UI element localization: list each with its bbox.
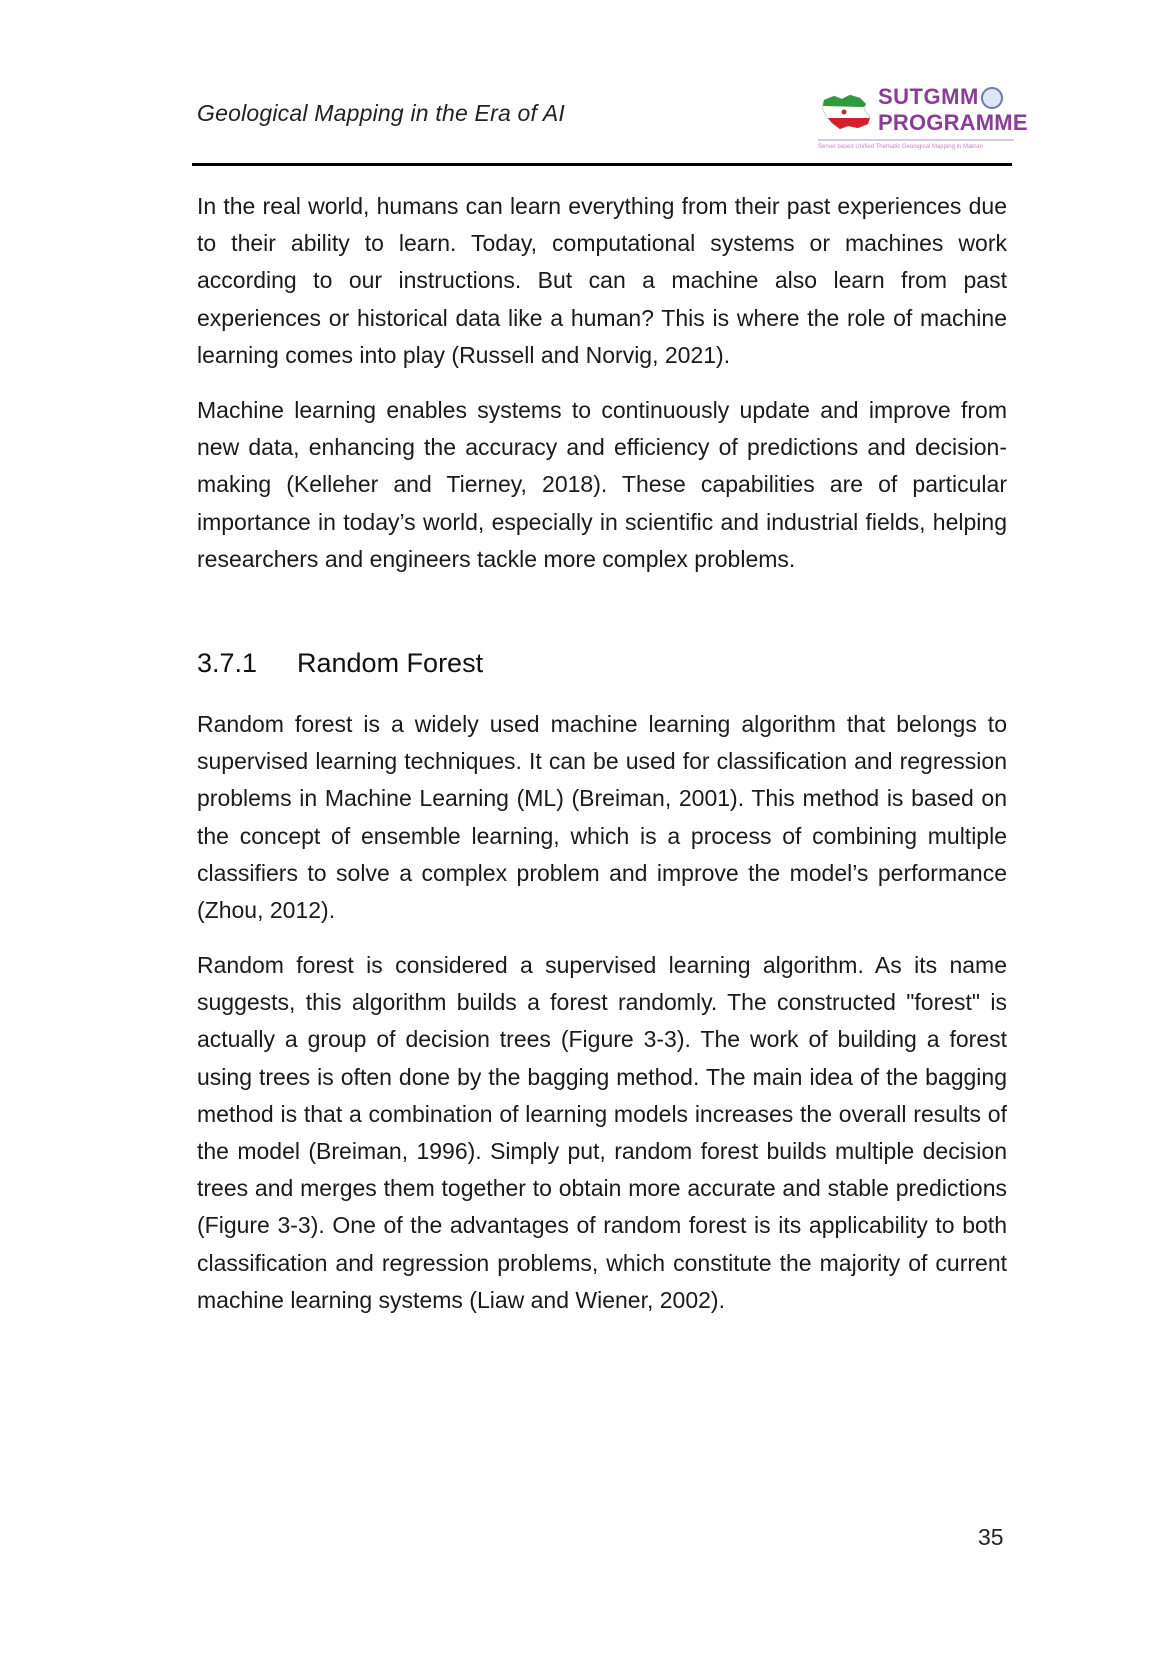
circular-emblem-icon (981, 87, 1003, 109)
iran-flag-map-icon (820, 92, 875, 132)
section-heading (197, 648, 483, 679)
running-header-title: Geological Mapping in the Era of AI (197, 100, 565, 126)
section-number: 3.7.1 (197, 648, 258, 678)
logo-line2: PROGRAMME (878, 110, 1028, 135)
section-title: Random Forest (297, 648, 484, 678)
paragraph: In the real world, humans can learn everything from their past experiences due to their ability to learn. Today, computational systems or machines work according to our instructions. But can a machine also learn from past experiences or historical data like a human? This is where the role of machine learning comes into play (Russell and Norvig, 2021). (197, 193, 1007, 368)
logo-line1: SUTGMM (878, 84, 979, 109)
paragraph: Random forest is considered a supervised learning algorithm. As its name suggests, this algorithm builds a forest randomly. The constructed "forest" is actually a group of decision trees (Figure 3-3). The work of building a forest using trees is often done by the bagging method. The main idea of the bagging method is that a combination of learning models increases the overall results of the model (Breiman, 1996). Simply put, random forest builds multiple decision trees and merges them together to obtain more accurate and stable predictions (Figure 3-3). One of the advantages of random forest is its applicability to both classification and regression problems, which constitute the majority of current machine learning systems (Liaw and Wiener, 2002). (197, 952, 1007, 1313)
logo-divider (818, 139, 1014, 141)
logo-tagline: Server based Unified Thematic Geological Mapping in Makran (818, 144, 983, 150)
paragraph: Machine learning enables systems to continuously update and improve from new data, enhancing the accuracy and efficiency of predictions and decision-making (Kelleher and Tierney, 2018). These capabilities are of particular importance in today’s world, especially in scientific and industrial fields, helping researchers and engineers tackle more complex problems. (197, 397, 1007, 572)
header-divider (192, 163, 1012, 166)
paragraph: Random forest is a widely used machine learning algorithm that belongs to supervised learning techniques. It can be used for classification and regression problems in Machine Learning (ML) (Breiman, 2001). This method is based on the concept of ensemble learning, which is a process of combining multiple classifiers to solve a complex problem and improve the model’s performance (Zhou, 2012). (197, 711, 1007, 924)
page-number: 35 (978, 1524, 1004, 1550)
sutgmm-logo (818, 80, 1028, 160)
